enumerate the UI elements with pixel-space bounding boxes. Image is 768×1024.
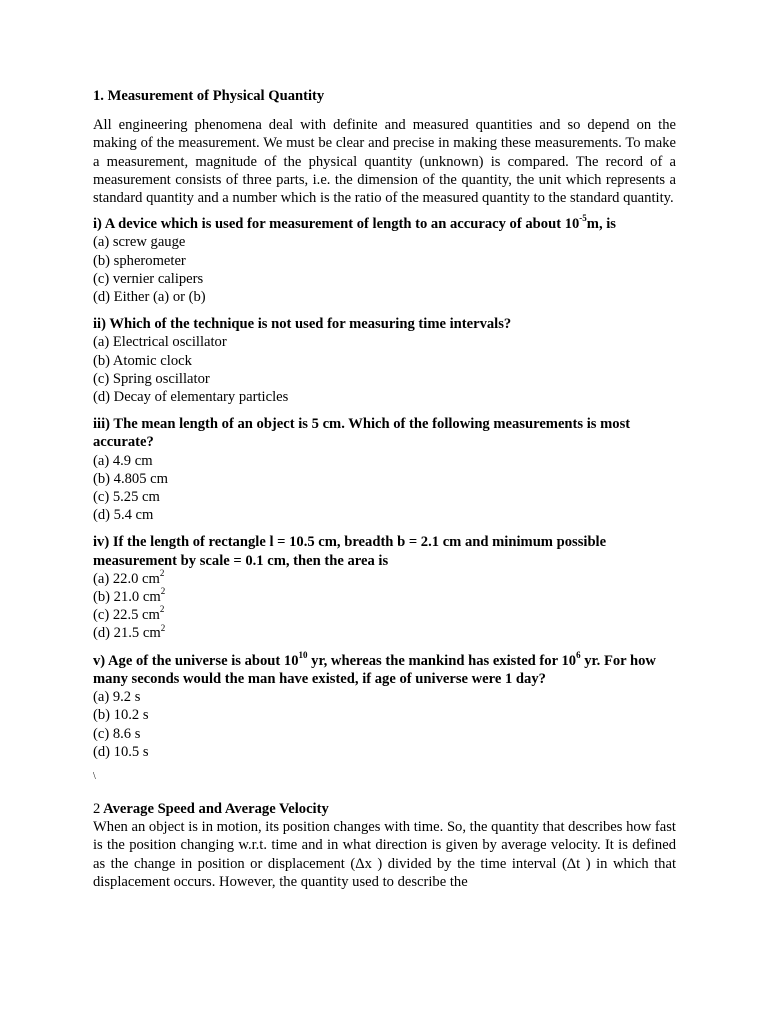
question-1-option-c: (c) vernier calipers <box>93 270 204 287</box>
question-3-option-a: (a) 4.9 cm <box>93 452 153 469</box>
question-4-option-d: (d) 21.5 $cm^2$ <box>93 622 166 642</box>
question-2 <box>93 315 676 406</box>
stray-mark: \ <box>93 770 96 782</box>
question-1-option-a: (a) screw gauge <box>93 234 186 251</box>
section-1-intro: All engineering phenomena deal with definite and measured quantities and so depend on the making of the measurement. We must be clear and precise in making these measurements. To make a measurement, magnitude of the physical quantity (unknown) is compared. The record of a measurement consists of three parts, i.e. the dimension of the quantity, the unit which represents a standard quantity and a number which is the ratio of the measured quantity to the standard quantity. <box>93 117 676 207</box>
question-3-option-d: (d) 5.4 cm <box>93 507 154 524</box>
question-2-text: ii) Which of the technique is not used for measuring time intervals? <box>93 316 512 333</box>
question-4-option-c: (c) 22.5 $cm^2$ <box>93 604 165 624</box>
section-1-title: 1. Measurement of Physical Quantity <box>93 88 325 104</box>
question-2-option-c: (c) Spring oscillator <box>93 370 210 387</box>
question-4-option-b: (b) 21.0 $cm^2$ <box>93 586 166 606</box>
question-5-text: v) Age of the universe is about $10^{10}$ yr, whereas the mankind has existed for $10^6$ yr. For how many seconds would the man have existed, if age of universe were 1 day? <box>93 649 656 687</box>
question-5-option-b: (b) 10.2 s <box>93 707 149 724</box>
question-5-option-c: (c) 8.6 s <box>93 725 141 742</box>
question-1-text: i) A device which is used for measurement of length to an accuracy of about $10^{-5}m$, is <box>93 213 616 233</box>
section-2-body: When an object is in motion, its position changes with time. So, the quantity that describes how fast is the position changing w.r.t. time and in what direction is given by average velocity. It is defined as the change in position or displacement (Δx ) divided by the time interval (Δt ) in which that displacement occurs. However, the quantity used to describe the <box>93 819 676 890</box>
question-1-option-d: (d) Either (a) or (b) <box>93 289 206 306</box>
question-5 <box>93 649 676 761</box>
question-3-option-c: (c) 5.25 cm <box>93 489 160 506</box>
question-4-text: iv) If the length of rectangle l = 10.5 cm, breadth b = 2.1 cm and minimum possible measurement by scale = 0.1 cm, then the area is <box>93 534 607 569</box>
question-2-option-d: (d) Decay of elementary particles <box>93 389 289 406</box>
section-2-title: 2 Average Speed and Average Velocity <box>93 800 329 817</box>
question-5-option-d: (d) 10.5 s <box>93 743 149 760</box>
question-2-option-b: (b) Atomic clock <box>93 352 192 369</box>
question-3-option-b: (b) 4.805 cm <box>93 470 168 487</box>
question-5-option-a: (a) 9.2 s <box>93 689 141 706</box>
question-1 <box>93 215 676 306</box>
document-content <box>93 87 676 891</box>
question-3 <box>93 415 676 524</box>
question-4-option-a: (a) 22.0 $cm^2$ <box>93 568 165 587</box>
question-3-text: iii) The mean length of an object is 5 cm. Which of the following measurements is most accurate? <box>93 416 631 451</box>
question-4 <box>93 533 676 642</box>
question-2-option-a: (a) Electrical oscillator <box>93 334 227 351</box>
question-1-option-b: (b) spherometer <box>93 252 186 269</box>
